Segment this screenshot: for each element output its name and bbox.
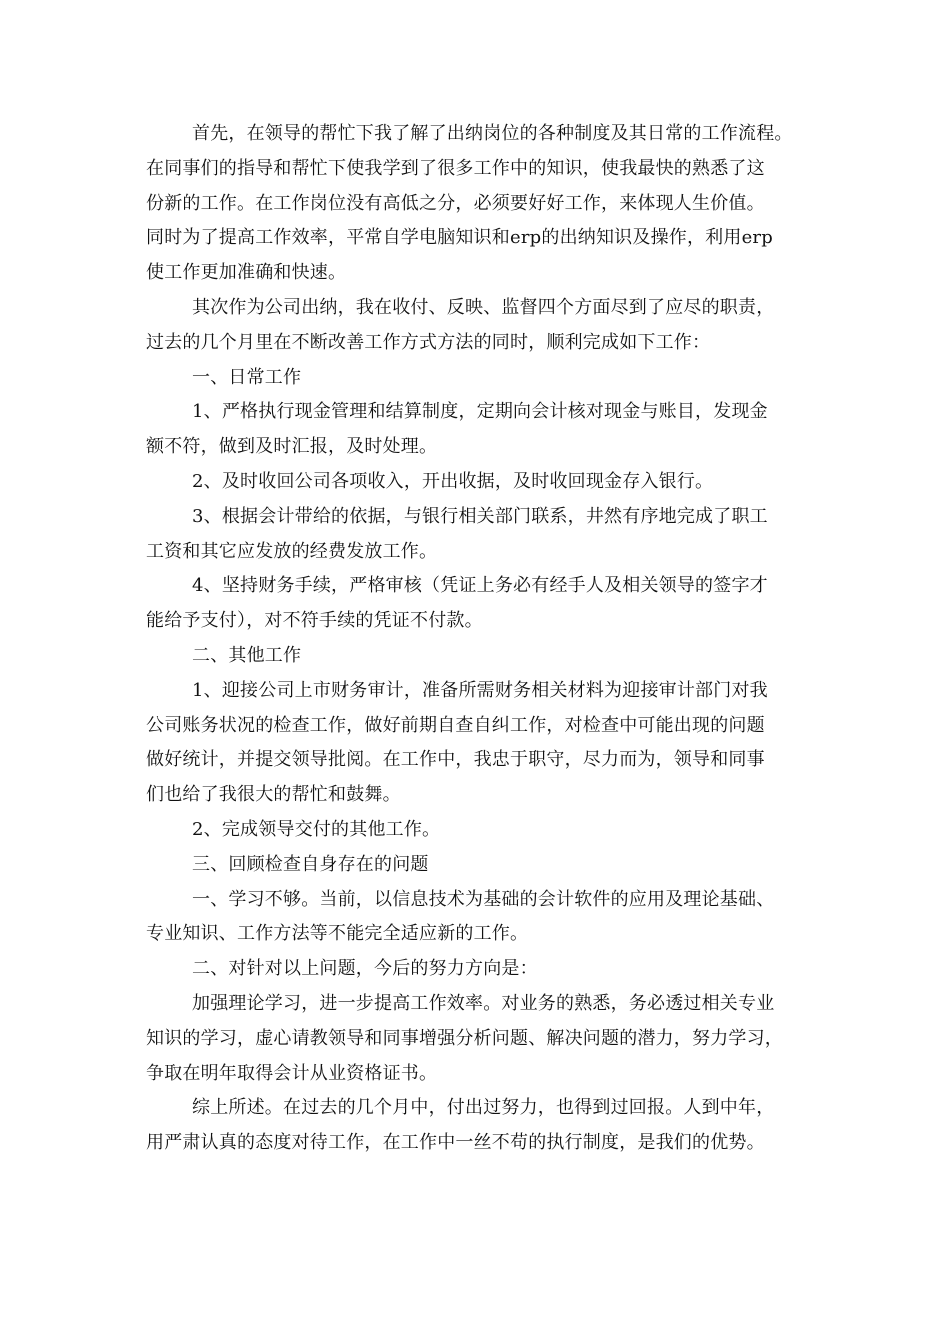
paragraph-line: 专业知识、工作方法等不能完全适应新的工作。 (146, 923, 529, 945)
paragraph-line: 知识的学习，虚心请教领导和同事增强分析问题、解决问题的潜力，努力学习， (146, 1027, 783, 1049)
paragraph-line: 用严肃认真的态度对待工作，在工作中一丝不苟的执行制度，是我们的优势。 (146, 1132, 765, 1154)
list-item-line: 们也给了我很大的帮忙和鼓舞。 (146, 784, 401, 806)
paragraph-line: 其次作为公司出纳，我在收付、反映、监督四个方面尽到了应尽的职责， (192, 296, 775, 318)
paragraph-line: 加强理论学习，进一步提高工作效率。对业务的熟悉，务必透过相关专业 (192, 992, 775, 1014)
paragraph-line: 使工作更加准确和快速。 (146, 262, 347, 284)
paragraph-line: 综上所述。在过去的几个月中，付出过努力，也得到过回报。人到中年， (192, 1097, 775, 1119)
paragraph-line: 二、对针对以上问题，今后的努力方向是： (192, 958, 538, 980)
list-item-line: 公司账务状况的检查工作，做好前期自查自纠工作，对检查中可能出现的问题 (146, 714, 765, 736)
paragraph-line: 份新的工作。在工作岗位没有高低之分，必须要好好工作，来体现人生价值。 (146, 192, 765, 214)
list-item-line: 额不符，做到及时汇报，及时处理。 (146, 436, 438, 458)
paragraph-line: 在同事们的指导和帮忙下使我学到了很多工作中的知识，使我最快的熟悉了这 (146, 157, 765, 179)
section-heading: 二、其他工作 (192, 644, 302, 666)
paragraph-line: 争取在明年取得会计从业资格证书。 (146, 1062, 438, 1084)
list-item-line: 1、严格执行现金管理和结算制度，定期向会计核对现金与账目，发现金 (192, 401, 768, 423)
paragraph-line: 一、学习不够。当前，以信息技术为基础的会计软件的应用及理论基础、 (192, 888, 775, 910)
list-item-line: 工资和其它应发放的经费发放工作。 (146, 540, 438, 562)
list-item-line: 做好统计，并提交领导批阅。在工作中，我忠于职守，尽力而为，领导和同事 (146, 749, 765, 771)
list-item-line: 3、根据会计带给的依据，与银行相关部门联系，井然有序地完成了职工 (192, 505, 768, 527)
list-item-line: 1、迎接公司上市财务审计，准备所需财务相关材料为迎接审计部门对我 (192, 679, 768, 701)
list-item-line: 能给予支付），对不符手续的凭证不付款。 (146, 610, 483, 632)
list-item-line: 2、完成领导交付的其他工作。 (192, 818, 441, 840)
paragraph-line: 同时为了提高工作效率，平常自学电脑知识和erp的出纳知识及操作，利用erp (146, 227, 773, 249)
document-body (146, 117, 811, 1161)
list-item-line: 2、及时收回公司各项收入，开出收据，及时收回现金存入银行。 (192, 470, 714, 492)
section-heading: 三、回顾检查自身存在的问题 (192, 853, 429, 875)
section-heading: 一、日常工作 (192, 366, 302, 388)
paragraph-line: 过去的几个月里在不断改善工作方式方法的同时，顺利完成如下工作： (146, 331, 711, 353)
list-item-line: 4、坚持财务手续，严格审核（凭证上务必有经手人及相关领导的签字才 (192, 575, 768, 597)
paragraph-line: 首先，在领导的帮忙下我了解了出纳岗位的各种制度及其日常的工作流程。 (192, 123, 793, 144)
